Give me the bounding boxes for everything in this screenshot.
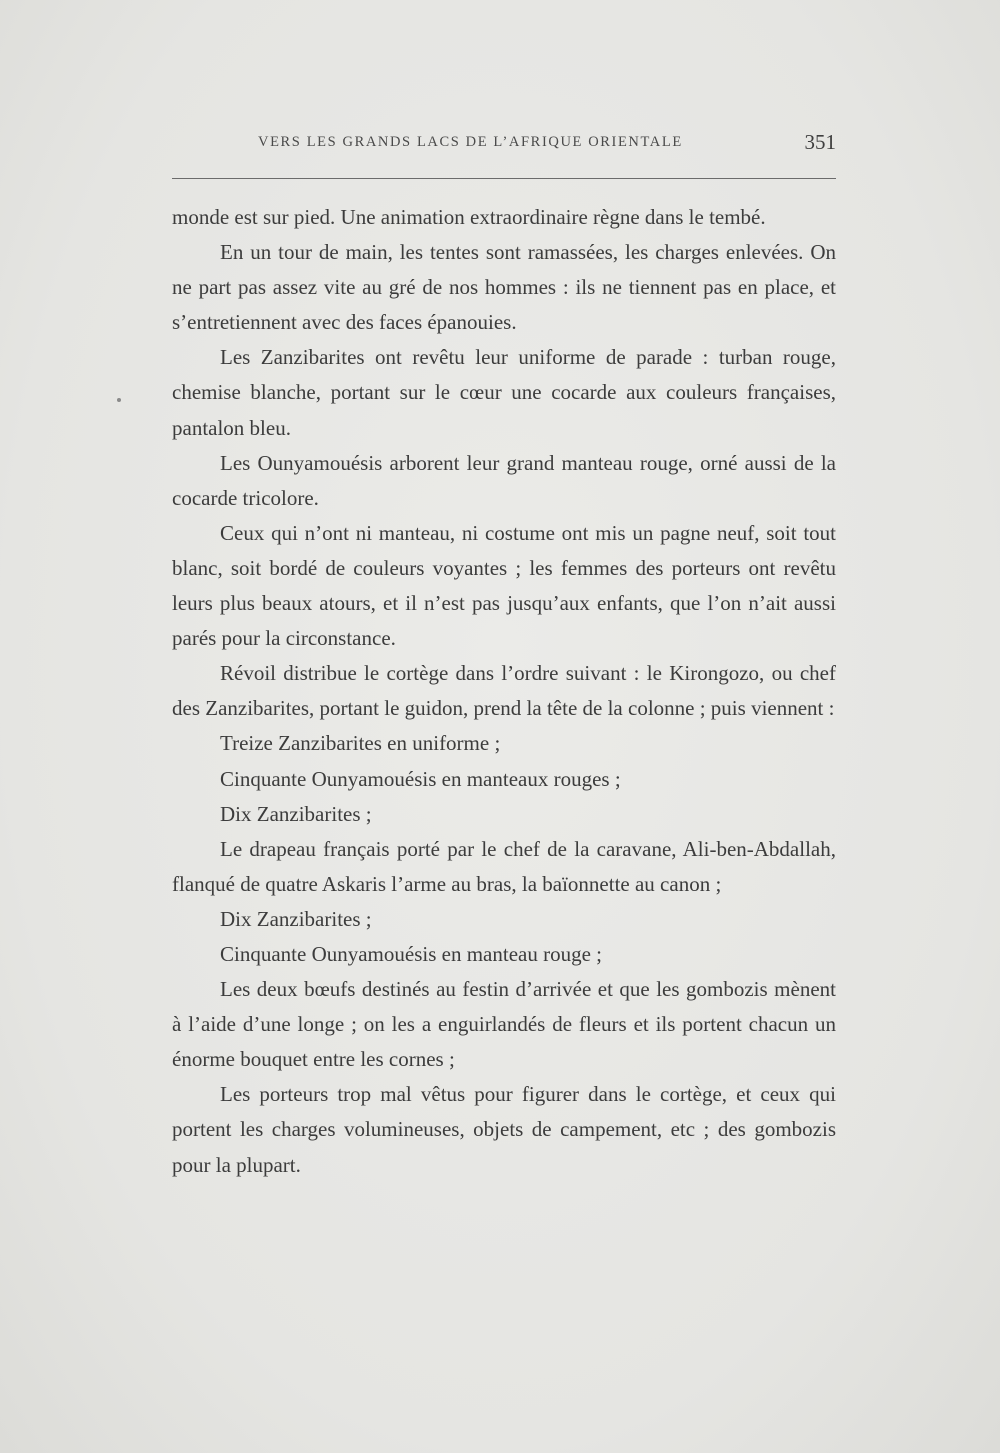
paragraph: Cinquante Ounyamouésis en manteau rouge ; [220,941,602,966]
paragraph: Révoil distribue le cortège dans l’ordre suivant : le Kirongozo, ou chef des Zanzibarites, portant le guidon, prend la tête de la colonne ; puis viennent : [172,661,836,721]
running-title: VERS LES GRANDS LACS DE L’AFRIQUE ORIENTALE [258,134,683,150]
paragraph: Dix Zanzibarites ; [220,906,372,931]
paragraph: Le drapeau français porté par le chef de la caravane, Ali-ben-Abdallah, flanqué de quatre Askaris l’arme au bras, la baïonnette au canon ; [172,836,836,896]
paragraph: monde est sur pied. Une animation extraordinaire règne dans le tembé. [172,205,766,229]
header-rule [172,178,836,179]
paragraph: Les Ounyamouésis arborent leur grand manteau rouge, orné aussi de la cocarde tricolore. [172,450,836,510]
paragraph: Dix Zanzibarites ; [220,801,372,826]
paragraph: Les Zanzibarites ont revêtu leur uniforme de parade : turban rouge, chemise blanche, portant sur le cœur une cocarde aux couleurs françaises, pantalon bleu. [172,345,836,440]
paragraph: Cinquante Ounyamouésis en manteaux rouges ; [220,766,621,791]
paragraph: Treize Zanzibarites en uniforme ; [220,731,501,756]
paragraph: Les deux bœufs destinés au festin d’arrivée et que les gombozis mènent à l’aide d’une longe ; on les a enguirlandés de fleurs et ils portent chacun un énorme bouquet entre les cornes ; [172,977,836,1072]
paragraph: Les porteurs trop mal vêtus pour figurer dans le cortège, et ceux qui portent les charges volumineuses, objets de campement, etc ; des gombozis pour la plupart. [172,1082,836,1177]
body-text [172,200,836,1183]
paragraph: Ceux qui n’ont ni manteau, ni costume ont mis un pagne neuf, soit tout blanc, soit bordé de couleurs voyantes ; les femmes des porteurs ont revêtu leurs plus beaux atours, et il n’est pas jusqu’aux enfants, que l’on n’ait aussi parés pour la circonstance. [172,520,836,651]
page-number: 351 [804,130,836,154]
running-head [172,132,836,156]
paper-speck [117,398,121,402]
paragraph: En un tour de main, les tentes sont ramassées, les charges enlevées. On ne part pas assez vite au gré de nos hommes : ils ne tiennent pas en place, et s’entretiennent avec des faces épanouies. [172,240,836,335]
